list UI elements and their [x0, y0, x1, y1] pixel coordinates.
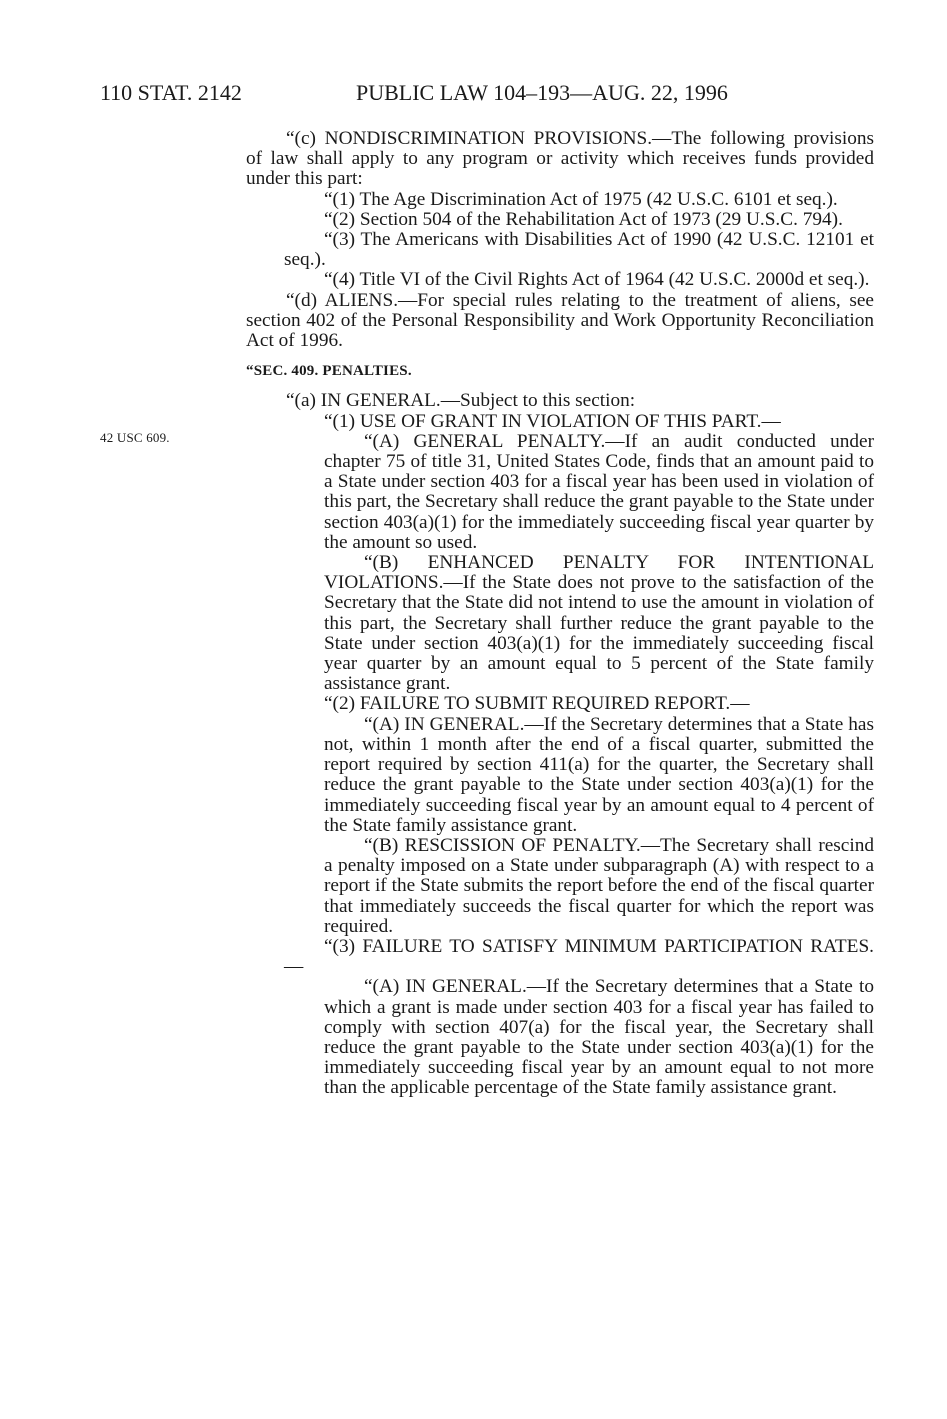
document-body: [246, 129, 874, 1099]
public-law-title: PUBLIC LAW 104–193—AUG. 22, 1996: [356, 80, 728, 105]
paragraph-a-1: “(1) USE OF GRANT IN VIOLATION OF THIS PART.—: [324, 410, 781, 432]
subparagraph-1-B: “(B) ENHANCED PENALTY FOR INTENTIONAL VIOLATIONS.—If the State does not prove to the satisfaction of the Secretary that the State did not intend to use the amount in violation of this part, the Secretary shall further reduce the grant payable to the State under section 403(a)(1) for the immediately succeeding fiscal year quarter by an amount equal to 5 percent of the State family assistance grant.: [324, 552, 874, 695]
subparagraph-3-A: “(A) IN GENERAL.—If the Secretary determines that a State to which a grant is made under section 403 for a fiscal year has failed to comply with section 407(a) for the fiscal year, the Secretary shall reduce the grant payable to the State under section 403(a)(1) for the immediately succeeding fiscal year by an amount equal to not more than the applicable percentage of the State family assistance grant.: [324, 976, 874, 1099]
paragraph-c-4: “(4) Title VI of the Civil Rights Act of 1964 (42 U.S.C. 2000d et seq.).: [324, 269, 870, 291]
subparagraph-1-A: “(A) GENERAL PENALTY.—If an audit conducted under chapter 75 of title 31, United States Code, finds that an amount paid to a State under section 403 for a fiscal year has been used in violation of this part, the Secretary shall reduce the grant payable to the State under section 403(a)(1) for the immediately succeeding fiscal year quarter by the amount so used.: [324, 430, 874, 553]
subsection-a: “(a) IN GENERAL.—Subject to this section:: [286, 390, 636, 412]
statute-citation: 110 STAT. 2142: [100, 80, 242, 105]
paragraph-c-3: “(3) The Americans with Disabilities Act of 1990 (42 U.S.C. 12101 et seq.).: [284, 229, 874, 271]
paragraph-c-1: “(1) The Age Discrimination Act of 1975 (42 U.S.C. 6101 et seq.).: [324, 188, 838, 210]
paragraph-a-2: “(2) FAILURE TO SUBMIT REQUIRED REPORT.—: [324, 693, 750, 715]
subparagraph-2-B: “(B) RESCISSION OF PENALTY.—The Secretary shall rescind a penalty imposed on a State under subparagraph (A) with respect to a report if the State submits the report before the end of the fiscal quarter that immediately succeeds the fiscal quarter for which the report was required.: [324, 834, 874, 937]
margin-note: 42 USC 609.: [100, 430, 170, 445]
paragraph-c-2: “(2) Section 504 of the Rehabilitation Act of 1973 (29 U.S.C. 794).: [324, 208, 843, 230]
subparagraph-2-A: “(A) IN GENERAL.—If the Secretary determines that a State has not, within 1 month after the end of a fiscal quarter, submitted the report required by section 411(a) for the quarter, the Secretary shall reduce the grant payable to the State under section 403(a)(1) for the immediately succeeding fiscal year by an amount equal to 4 percent of the State family assistance grant.: [324, 713, 874, 836]
paragraph-d: “(d) ALIENS.—For special rules relating to the treatment of aliens, see section 402 of the Personal Responsibility and Work Opportunity Reconciliation Act of 1996.: [246, 289, 874, 352]
paragraph-a-3: “(3) FAILURE TO SATISFY MINIMUM PARTICIPATION RATES.—: [284, 935, 874, 978]
paragraph-c: “(c) NONDISCRIMINATION PROVISIONS.—The following provisions of law shall apply to any program or activity which receives funds provided under this part:: [246, 128, 874, 190]
section-heading: “SEC. 409. PENALTIES.: [246, 363, 412, 380]
